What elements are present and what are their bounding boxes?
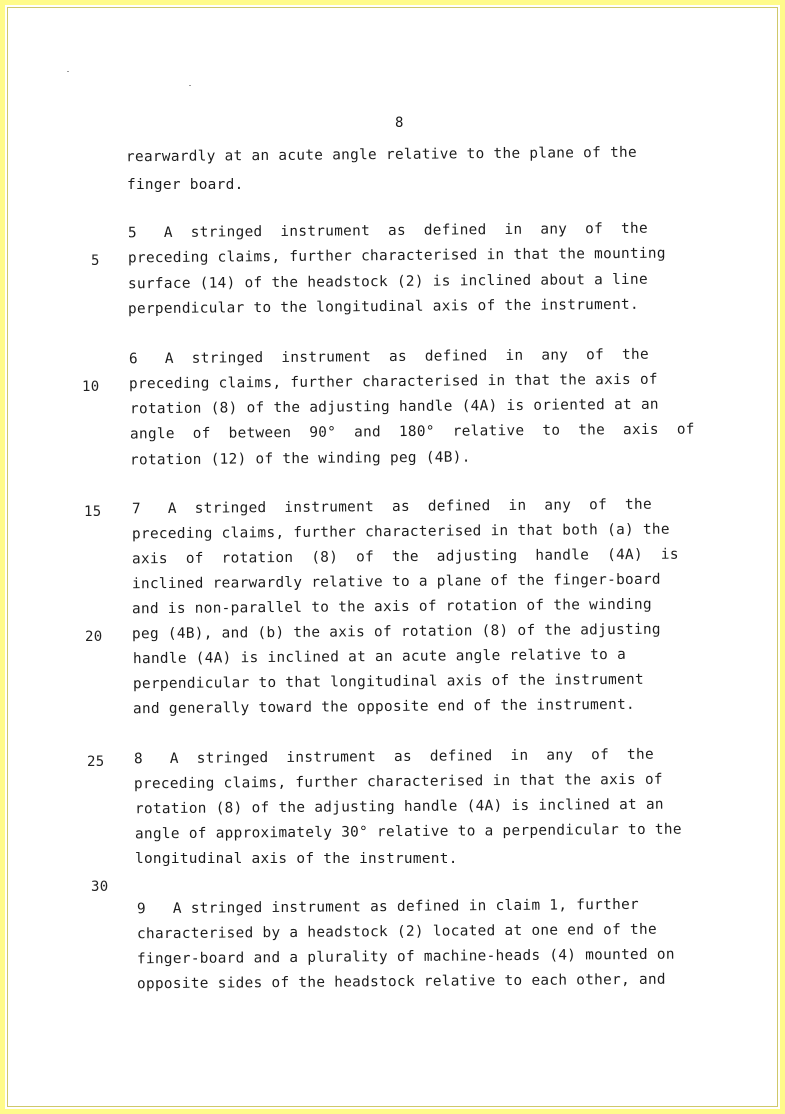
claim-8-line: 8 A stringed instrument as defined in any of the <box>133 746 654 768</box>
claim-7-line: preceding claims, further characterised in that both (a) the <box>131 521 670 543</box>
text-line: finger board. <box>127 177 244 193</box>
margin-line-number: 10 <box>82 379 100 395</box>
claim-9-line: characterised by a headstock (2) located at one end of the <box>136 921 657 943</box>
page-number: 8 <box>395 115 404 131</box>
claim-5-line: perpendicular to the longitudinal axis of the instrument. <box>127 296 640 318</box>
scan-speck <box>67 71 69 72</box>
margin-line-number: 30 <box>91 879 109 895</box>
claim-5-line: surface (14) of the headstock (2) is inclined about a line <box>127 271 648 293</box>
margin-line-number: 5 <box>91 253 100 269</box>
claim-6-line: rotation (8) of the adjusting handle (4A) is oriented at an <box>129 396 659 418</box>
claim-9-line: finger-board and a plurality of machine-heads (4) mounted on <box>136 946 675 968</box>
claim-5-line: 5 A stringed instrument as defined in any of the <box>127 220 648 242</box>
claim-7-line: perpendicular to that longitudinal axis of the instrument <box>132 671 645 693</box>
claim-6-line: preceding claims, further characterised in that the axis of <box>128 371 658 393</box>
claim-9-line: opposite sides of the headstock relative to each other, and <box>136 971 666 993</box>
claim-7-line: peg (4B), and (b) the axis of rotation (8) of the adjusting <box>131 621 661 643</box>
scan-speck <box>189 85 191 86</box>
claim-8-line: rotation (8) of the adjusting handle (4A) is inclined at an <box>134 796 664 818</box>
claim-8-line: longitudinal axis of the instrument. <box>135 851 458 867</box>
claim-7-line: and generally toward the opposite end of the instrument. <box>132 696 636 718</box>
margin-line-number: 25 <box>87 754 105 770</box>
claim-8-line: preceding claims, further characterised in that the axis of <box>133 771 663 793</box>
claim-7-line: handle (4A) is inclined at an acute angle relative to a <box>132 646 627 668</box>
claim-5-line: preceding claims, further characterised in that the mounting <box>127 245 666 267</box>
claim-7-line: axis of rotation (8) of the adjusting handle (4A) is <box>131 546 679 568</box>
claim-7-line: 7 A stringed instrument as defined in any of the <box>131 496 652 518</box>
claim-7-line: and is non-parallel to the axis of rotation of the winding <box>131 596 652 618</box>
claim-6-line: angle of between 90° and 180° relative to the axis of <box>129 421 695 443</box>
claim-8-line: angle of approximately 30° relative to a perpendicular to the <box>134 821 682 843</box>
claim-7-line: inclined rearwardly relative to a plane of the finger-board <box>131 571 661 593</box>
claim-6-line: 6 A stringed instrument as defined in any of the <box>128 346 649 368</box>
claim-9-line: 9 A stringed instrument as defined in claim 1, further <box>136 896 640 918</box>
margin-line-number: 20 <box>85 629 103 645</box>
margin-line-number: 15 <box>84 504 102 520</box>
claim-6-line: rotation (12) of the winding peg (4B). <box>129 449 471 469</box>
text-line: rearwardly at an acute angle relative to the plane of the <box>125 144 638 166</box>
